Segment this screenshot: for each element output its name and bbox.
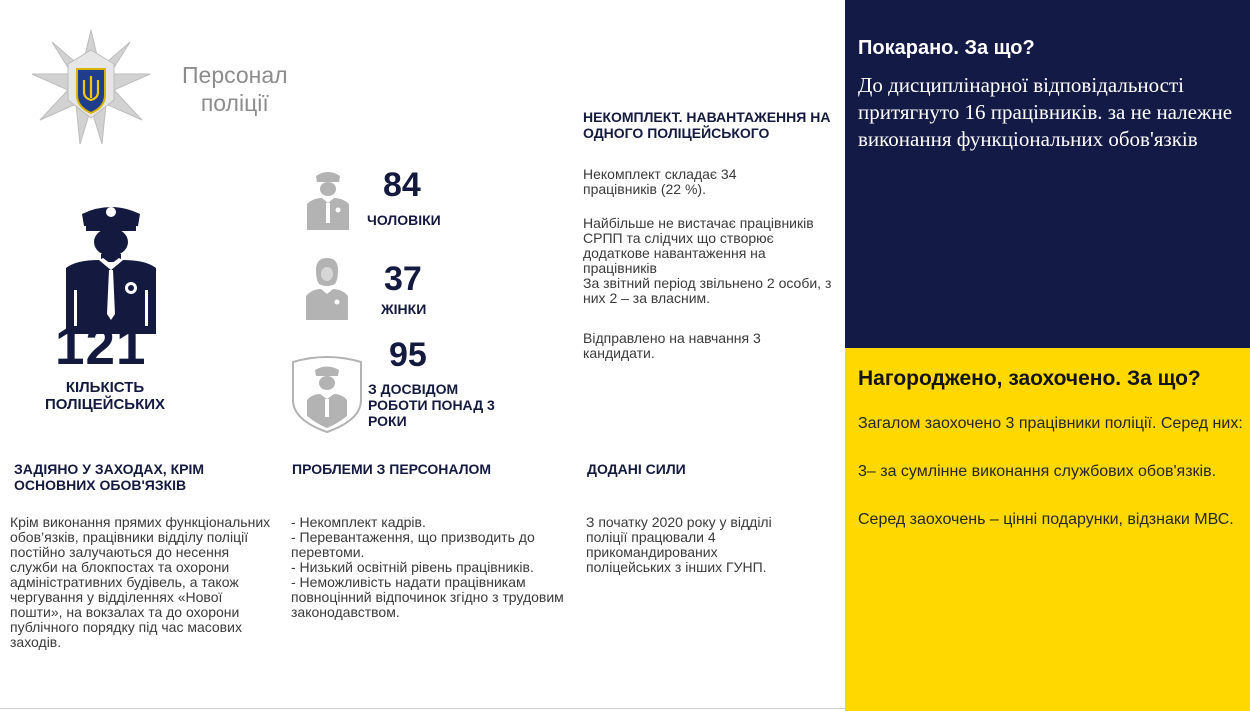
total-police-caption: КІЛЬКІСТЬ ПОЛІЦЕЙСЬКИХ [44,379,166,413]
police-emblem-logo [30,28,152,146]
badge-officer-icon [289,356,365,434]
women-label: ЖІНКИ [381,301,427,317]
bottom-divider [0,708,845,709]
women-number: 37 [384,260,422,298]
involved-heading: ЗАДІЯНО У ЗАХОДАХ, КРІМ ОСНОВНИХ ОБОВ'ЯЗКІВ [14,461,205,493]
experienced-label: З ДОСВІДОМ РОБОТИ ПОНАД 3 РОКИ [368,381,495,429]
shortage-text-3: Відправлено на навчання 3 кандидати. [583,330,761,361]
punished-text: До дисциплінарної відповідальності притягнуто 16 працівників. за не належне виконання функціональних обов'язків [858,73,1233,151]
rewarded-heading: Нагороджено, заохочено. За що? [858,367,1201,390]
men-label: ЧОЛОВІКИ [367,212,441,228]
experienced-number: 95 [389,336,427,374]
police-officer-icon [60,202,162,334]
shortage-heading: НЕКОМПЛЕКТ. НАВАНТАЖЕННЯ НА ОДНОГО ПОЛІЦЕЙСЬКОГО [583,109,831,141]
punished-heading: Покарано. За що? [858,37,1035,59]
added-forces-text: З початку 2020 року у відділі поліції працювали 4 прикомандированих поліцейських з інших ГУНП. [586,514,772,575]
rewarded-text: Загалом заохочено 3 працівники поліції. Серед них: 3– за сумлінне виконання службових обов'язків. Серед заохочень – цінні подарунки, відзнаки МВС. [858,415,1243,528]
shortage-text-2: Найбільше не вистачає працівників СРПП та слідчих що створює додаткове навантаження на працівників За звітний період звільнено 2 особи, з них 2 – за власним. [583,215,832,306]
problems-text: - Некомплект кадрів. - Перевантаження, що призводить до перевтоми. - Низький освітній рівень працівників. - Неможливість надати працівникам повноцінний відпочинок згідно з трудовим законодавством. [291,514,564,620]
involved-text: Крім виконання прямих функціональних обов’язків, працівники відділу поліції постійно залучаються до несення служби на блокпостах та охорони адміністративних будівель, а також чергування у відділеннях «Нової пошти», на вокзалах та до охорони публічного порядку під час масових заходів. [10,514,271,650]
title-line-2: поліції [200,90,269,116]
title-line-1: Персонал [182,62,288,88]
shortage-text-1: Некомплект складає 34 працівників (22 %). [583,166,737,197]
female-officer-icon [302,258,352,320]
men-number: 84 [383,166,421,204]
added-forces-heading: ДОДАНІ СИЛИ [587,461,686,477]
problems-heading: ПРОБЛЕМИ З ПЕРСОНАЛОМ [292,461,492,477]
total-police-number: 121 [55,317,147,376]
male-officer-icon [303,170,353,232]
page-title [182,61,288,117]
